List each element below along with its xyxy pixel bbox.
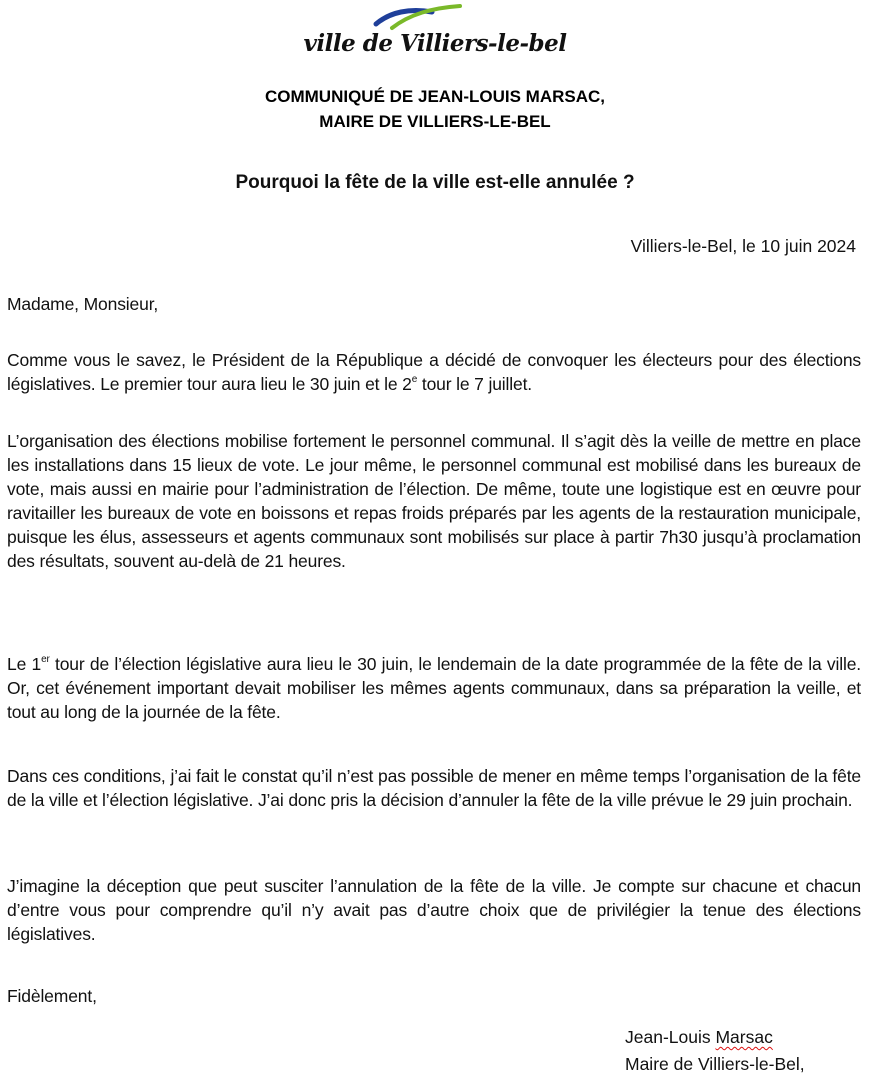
communique-line-1: COMMUNIQUÉ DE JEAN-LOUIS MARSAC, (264, 87, 605, 106)
salutation: Madame, Monsieur, (7, 294, 159, 314)
paragraph-5: J’imagine la déception que peut susciter l’annulation de la fête de la ville. Je compte sur chacune et chacun d’entre vous pour comprendre qu’il n’y avait pas d’autre choix que de privilégier la tenue des élections législatives. (7, 876, 861, 944)
page-title: Pourquoi la fête de la ville est-elle annulée ? (235, 172, 635, 193)
paragraph-1: Comme vous le savez, le Président de la République a décidé de convoquer les électeurs pour des élections législatives. Le premier tour aura lieu le 30 juin et le 2e tour le 7 juillet. (7, 350, 861, 394)
signature-role: Maire de Villiers-le-Bel, (625, 1054, 805, 1074)
letter-date: Villiers-le-Bel, le 10 juin 2024 (630, 236, 856, 256)
logo-text: ville de Villiers-le-bel (303, 30, 567, 57)
paragraph-4: Dans ces conditions, j’ai fait le constat qu’il n’est pas possible de mener en même temps l’organisation de la fête de la ville et l’élection législative. J’ai donc pris la décision d’annuler la fête de la ville prévue le 29 juin prochain. (7, 766, 861, 810)
city-logo (0, 2, 870, 64)
paragraph-2: L’organisation des élections mobilise fortement le personnel communal. Il s’agit dès la veille de mettre en place les installations dans 15 lieux de vote. Le jour même, le personnel communal est mobilisé dans les bureaux de vote, mais aussi en mairie pour l’administration de l’élection. De même, toute une logistique est en œuvre pour ravitailler les bureaux de vote en boissons et repas froids préparés par les agents de la restauration municipale, puisque les élus, assesseurs et agents communaux sont mobilisés sur place à partir 7h30 jusqu’à proclamation des résultats, souvent au-delà de 21 heures. (7, 431, 861, 571)
paragraph-3: Le 1er tour de l’élection législative aura lieu le 30 juin, le lendemain de la date programmée de la fête de la ville. Or, cet événement important devait mobiliser les mêmes agents communaux, dans sa préparation la veille, et tout au long de la journée de la fête. (7, 654, 861, 722)
signature-name: Jean-Louis Marsac (625, 1027, 773, 1047)
communique-line-2: MAIRE DE VILLIERS-LE-BEL (319, 112, 551, 131)
closing: Fidèlement, (7, 986, 97, 1006)
communique-heading (0, 84, 870, 134)
signature-block (625, 1024, 805, 1078)
